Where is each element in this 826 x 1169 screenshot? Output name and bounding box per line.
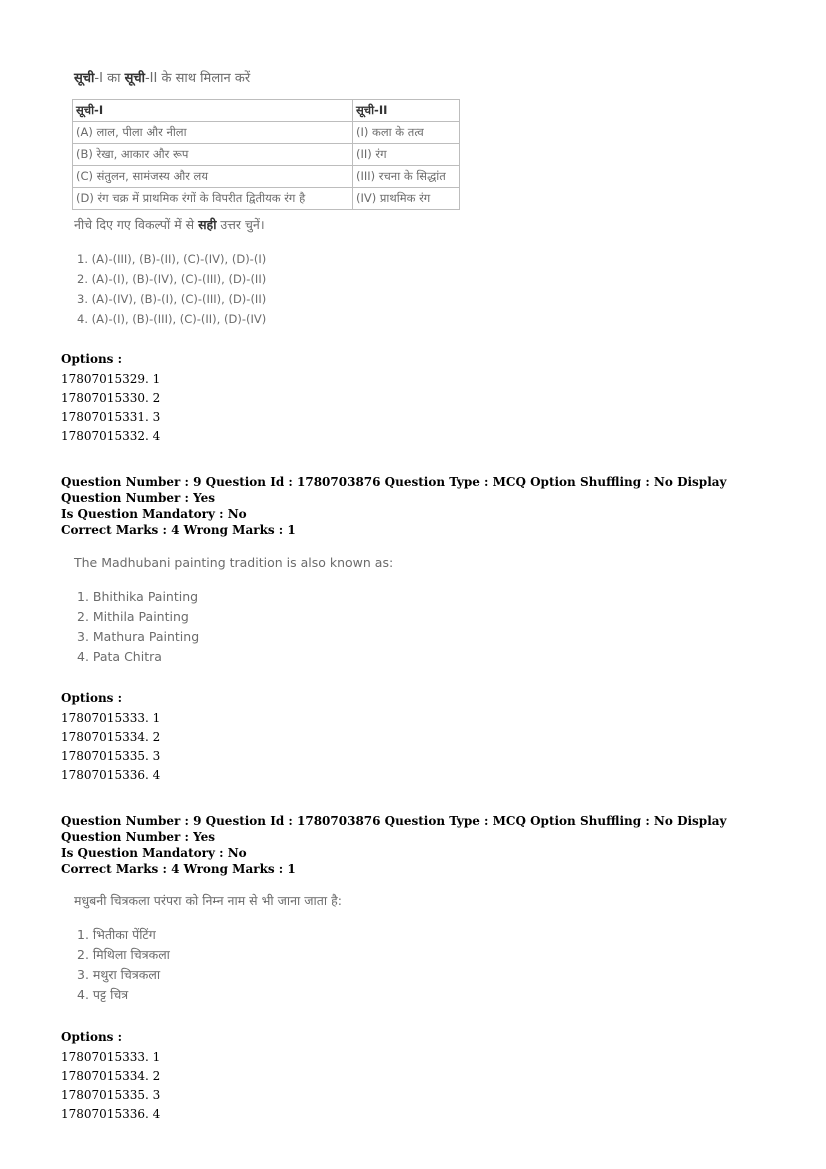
table-cell: (D) रंग चक्र में प्राथमिक रंगों के विपरीत द्वितीयक रंग है xyxy=(73,188,353,210)
list-item: 2. Mithila Painting xyxy=(77,609,189,624)
meta-line: Is Question Mandatory : No xyxy=(61,846,247,860)
list-item: 1. (A)-(III), (B)-(II), (C)-(IV), (D)-(I) xyxy=(77,252,267,266)
list-item: 17807015335. 3 xyxy=(61,749,161,763)
options-list xyxy=(61,709,160,785)
meta-line: Correct Marks : 4 Wrong Marks : 1 xyxy=(61,523,296,537)
list-item: 1. Bhithika Painting xyxy=(77,589,199,604)
list-item: 4. पट्ट चित्र xyxy=(77,987,129,1002)
list-item: 4. (A)-(I), (B)-(III), (C)-(II), (D)-(IV) xyxy=(77,312,267,326)
table-cell: (A) लाल, पीला और नीला xyxy=(73,122,353,144)
options-list xyxy=(61,370,160,446)
list-item: 17807015334. 2 xyxy=(61,730,161,744)
list-item: 3. (A)-(IV), (B)-(I), (C)-(III), (D)-(II) xyxy=(77,292,267,306)
list-item: 17807015333. 1 xyxy=(61,711,161,725)
match-table xyxy=(72,99,460,210)
question-instruction: नीचे दिए गए विकल्पों में से सही उत्तर चुनें। xyxy=(74,217,265,232)
table-cell: (II) रंग xyxy=(353,144,460,166)
question-text: मधुबनी चित्रकला परंपरा को निम्न नाम से भी जाना जाता है: xyxy=(74,893,342,908)
list-item: 2. मिथिला चित्रकला xyxy=(77,947,170,962)
list-item: 3. मथुरा चित्रकला xyxy=(77,967,161,982)
table-cell: (III) रचना के सिद्धांत xyxy=(353,166,460,188)
options-list xyxy=(61,1048,160,1124)
list-item: 17807015336. 4 xyxy=(61,768,161,782)
list-item: 3. Mathura Painting xyxy=(77,629,200,644)
table-header-cell: सूची-II xyxy=(353,100,460,122)
choice-list xyxy=(77,587,199,667)
table-row xyxy=(73,144,460,166)
list-item: 17807015336. 4 xyxy=(61,1107,161,1121)
list-item: 4. Pata Chitra xyxy=(77,649,162,664)
table-cell: (IV) प्राथमिक रंग xyxy=(353,188,460,210)
meta-line: Question Number : 9 Question Id : 1780703876 Question Type : MCQ Option Shuffling : No Display Question Number : Yes xyxy=(61,814,727,844)
choice-list xyxy=(77,249,266,329)
list-item: 17807015334. 2 xyxy=(61,1069,161,1083)
options-label: Options : xyxy=(61,1030,123,1044)
table-row xyxy=(73,188,460,210)
list-item: 17807015330. 2 xyxy=(61,391,161,405)
meta-line: Correct Marks : 4 Wrong Marks : 1 xyxy=(61,862,296,876)
table-row xyxy=(73,166,460,188)
question-text: The Madhubani painting tradition is also known as: xyxy=(74,555,394,570)
question-title: सूची-I का सूची-II के साथ मिलान करें xyxy=(74,71,251,86)
list-item: 17807015331. 3 xyxy=(61,410,161,424)
question-meta xyxy=(61,813,781,877)
list-item: 2. (A)-(I), (B)-(IV), (C)-(III), (D)-(II) xyxy=(77,272,267,286)
list-item: 17807015333. 1 xyxy=(61,1050,161,1064)
table-header-cell: सूची-I xyxy=(73,100,353,122)
options-label: Options : xyxy=(61,352,123,366)
table-cell: (C) संतुलन, सामंजस्य और लय xyxy=(73,166,353,188)
table-header-row xyxy=(73,100,460,122)
meta-line: Question Number : 9 Question Id : 1780703876 Question Type : MCQ Option Shuffling : No Display Question Number : Yes xyxy=(61,475,727,505)
list-item: 17807015329. 1 xyxy=(61,372,161,386)
list-item: 17807015335. 3 xyxy=(61,1088,161,1102)
list-item: 1. भितीका पेंटिंग xyxy=(77,927,156,942)
choice-list xyxy=(77,925,170,1005)
table-cell: (I) कला के तत्व xyxy=(353,122,460,144)
question-meta xyxy=(61,474,781,538)
table-cell: (B) रेखा, आकार और रूप xyxy=(73,144,353,166)
table-row xyxy=(73,122,460,144)
list-item: 17807015332. 4 xyxy=(61,429,161,443)
meta-line: Is Question Mandatory : No xyxy=(61,507,247,521)
options-label: Options : xyxy=(61,691,123,705)
